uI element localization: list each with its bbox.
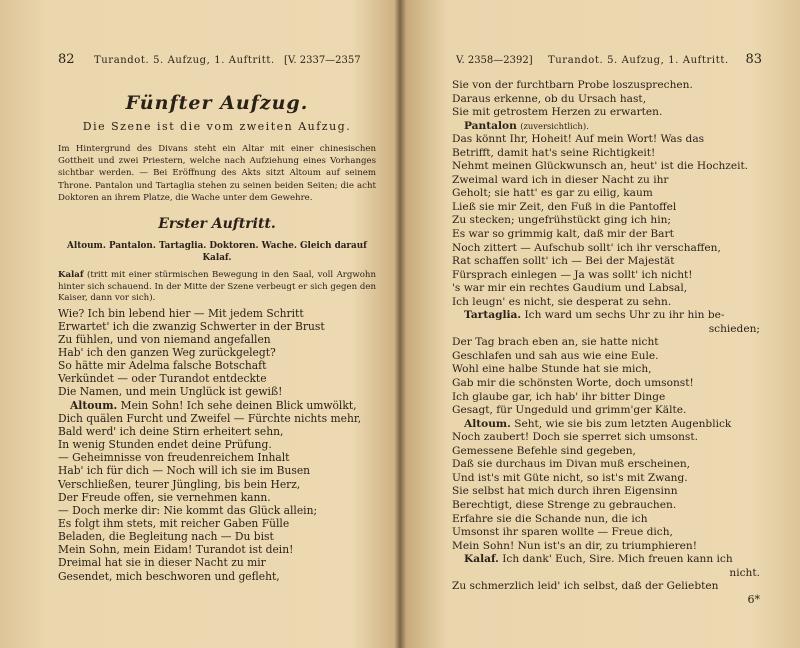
right-page	[404, 0, 800, 648]
verse-line: Gemessene Befehle sind gegeben,	[452, 444, 636, 457]
act-title: Fünfter Aufzug.	[125, 92, 309, 114]
verse-line: Erwartet' ich die zwanzig Schwerter in der Brust	[58, 319, 325, 333]
running-head-right	[452, 54, 760, 74]
speech-tartaglia	[452, 309, 760, 323]
verse-line: Nehmt meinen Glückwunsch an, heut' ist die Hochzeit.	[452, 160, 749, 173]
verse-line: — Geheimnisse von freudenreichem Inhalt	[58, 451, 290, 465]
verse-line: Der Freude offen, sie vernehmen kann.	[58, 490, 271, 504]
verse-line: Rat schaffen sollt' ich — Bei der Majestät	[452, 255, 675, 268]
verse-line: Und ist's mit Güte nicht, so ist's mit Zwang.	[452, 471, 688, 484]
verse-line: Fürsprach einlegen — Ja was sollt' ich nicht!	[452, 268, 693, 281]
verse-block-right	[452, 79, 760, 594]
stage-direction: Im Hintergrund des Divans steht ein Altar mit einer chinesischen Gottheit und zwei Priestern, welche nach Aufziehung eines Vorhanges sichtbar werden. — Bei Eröffnung des Akts sitzt Altoum auf seinem Throne. Pantalon und Tartaglia stehen zu seinen beiden Seiten; die acht Doktoren an ihrem Platze, die Wache unter dem Gewehre.	[58, 144, 376, 203]
verse-line: Geholt; sie hatt' es gar zu eilig, kaum	[452, 187, 653, 200]
verse-line: Betrifft, damit hat's seine Richtigkeit!	[452, 146, 656, 159]
verse-range: V. 2358—2392]	[456, 55, 533, 66]
speaker-pantalon: Pantalon	[464, 119, 517, 132]
scene-cast: Altoum. Pantalon. Tartaglia. Doktoren. Wache. Gleich darauf Kalaf.	[67, 241, 367, 264]
kalaf-stage-direction: (tritt mit einer stürmischen Bewegung in den Saal, voll Argwohn hinter sich schauend. In der Mitte der Szene verbeugt er sich gegen den Kaiser, dann vor sich).	[58, 270, 376, 304]
running-title: Turandot. 5. Aufzug, 1. Auftritt.	[94, 55, 275, 66]
verse-line: Noch zaubert! Doch sie sperret sich umsonst.	[452, 431, 698, 444]
verse-line: Mein Sohn! Nun ist's an dir, zu triumphieren!	[452, 539, 698, 552]
speaker-kalaf: Kalaf	[58, 270, 84, 281]
page-number: 82	[58, 52, 75, 67]
pantalon-stage-direction: (zuversichtlich).	[520, 120, 589, 131]
verse-line: Zu stecken; ungefrühstückt ging ich hin;	[452, 214, 671, 227]
verse-line: 's war mir ein rechtes Gaudium und Labsal,	[452, 282, 688, 295]
verse-line: Sie mit getrostem Herzen zu erwarten.	[452, 106, 663, 119]
speech-altoum	[58, 399, 376, 412]
verse-line: Wie? Ich bin lebend hier — Mit jedem Schritt	[58, 306, 304, 320]
verse-line: So hätte mir Adelma falsche Botschaft	[58, 359, 267, 373]
verse-line: — Doch merke dir: Nie kommt das Glück allein;	[58, 503, 318, 517]
speech-kalaf	[452, 553, 760, 567]
verse-line: Gesagt, für Ungeduld und grimm'ger Kälte.	[452, 404, 687, 417]
verse-line-continuation: nicht.	[729, 566, 760, 579]
kalaf-entrance	[58, 270, 376, 305]
verse-line: Seht, wie sie bis zum letzten Augenblick	[514, 417, 732, 430]
verse-line: Ich leugn' es nicht, sie desperat zu sehn.	[452, 295, 672, 308]
verse-line: Berechtigt, diese Strenge zu gebrauchen.	[452, 498, 677, 511]
speaker-altoum: Altoum.	[464, 417, 511, 430]
verse-block-left	[58, 307, 376, 583]
verse-line: Noch zittert — Aufschub sollt' ich ihr verschaffen,	[452, 241, 721, 254]
verse-line: Verkündet — oder Turandot entdeckte	[58, 372, 267, 386]
verse-line-continuation: schieden;	[708, 322, 760, 335]
verse-line: Hab' ich den ganzen Weg zurückgelegt?	[58, 345, 276, 359]
verse-line: Bald werd' ich deine Stirn erheitert sehn,	[58, 424, 284, 438]
verse-line: Sie von der furchtbarn Probe loszusprechen.	[452, 79, 693, 91]
speaker-altoum: Altoum.	[70, 398, 118, 412]
scene-title: Erster Auftritt.	[158, 216, 276, 233]
verse-line: Zu fühlen, und von niemand angefallen	[58, 332, 271, 346]
verse-line: Das könnt Ihr, Hoheit! Auf mein Wort! Was das	[452, 133, 705, 146]
verse-line: Sie selbst hat mich durch ihren Eigensinn	[452, 485, 678, 498]
verse-line: Mein Sohn, mein Eidam! Turandot ist dein!	[58, 543, 294, 557]
verse-line: Umsonst ihr sparen wollte — Freue dich,	[452, 526, 673, 539]
verse-line: Zweimal ward ich in dieser Nacht zu ihr	[452, 173, 669, 186]
running-title: Turandot. 5. Aufzug, 1. Auftritt.	[548, 55, 729, 66]
verse-line: Beladen, die Begleitung nach — Du bist	[58, 530, 274, 544]
verse-line: Ich ward um sechs Uhr zu ihr hin be-	[524, 309, 725, 322]
verse-line: Es war so grimmig kalt, daß mir der Bart	[452, 228, 674, 241]
speaker-kalaf: Kalaf.	[464, 553, 499, 566]
verse-range: [V. 2337—2357	[284, 55, 361, 66]
page-number: 83	[745, 52, 762, 67]
signature-mark: 6*	[747, 592, 760, 606]
verse-line: Gab mir die schönsten Worte, doch umsonst!	[452, 377, 694, 390]
verse-line: Dreimal hat sie in dieser Nacht zu mir	[58, 556, 266, 570]
act-subtitle: Die Szene ist die vom zweiten Aufzug.	[82, 120, 352, 133]
speaker-tartaglia: Tartaglia.	[464, 309, 522, 322]
verse-line: Geschlafen und sah aus wie eine Eule.	[452, 349, 659, 362]
verse-line: Wohl eine halbe Stunde hat sie mich,	[452, 363, 652, 376]
verse-line: Daß sie durchaus im Divan muß erscheinen,	[452, 458, 691, 471]
verse-line: Verschließen, teurer Jüngling, bis bein Herz,	[58, 477, 301, 491]
verse-line: Erfahre sie die Schande nun, die ich	[452, 512, 648, 525]
speech-altoum	[452, 418, 760, 432]
verse-line: In wenig Stunden endet deine Prüfung.	[58, 438, 272, 452]
verse-line: Ließ sie mir Zeit, den Fuß in die Pantoffel	[452, 200, 677, 213]
verse-line: Der Tag brach eben an, sie hatte nicht	[452, 336, 659, 349]
verse-line: Es folgt ihm stets, mit reicher Gaben Fülle	[58, 517, 290, 531]
speech-pantalon	[452, 120, 760, 134]
verse-line: Hab' ich für dich — Noch will ich sie im Busen	[58, 464, 311, 478]
verse-line: Ich glaube gar, ich hab' ihr bitter Dinge	[452, 390, 666, 403]
verse-line: Ich dank' Euch, Sire. Mich freuen kann ich	[502, 553, 733, 566]
verse-line: Zu schmerzlich leid' ich selbst, daß der Geliebten	[452, 580, 719, 593]
verse-line: Die Namen, und mein Unglück ist gewiß!	[58, 385, 283, 399]
verse-line: Mein Sohn! Ich sehe deinen Blick umwölkt,	[120, 398, 357, 412]
verse-line: Daraus erkenne, ob du Ursach hast,	[452, 92, 647, 105]
verse-line: Gesendet, mich beschworen und gefleht,	[58, 569, 280, 583]
verse-line: Dich quälen Furcht und Zweifel — Fürchte nichts mehr,	[58, 411, 362, 425]
running-head-left	[58, 54, 376, 74]
